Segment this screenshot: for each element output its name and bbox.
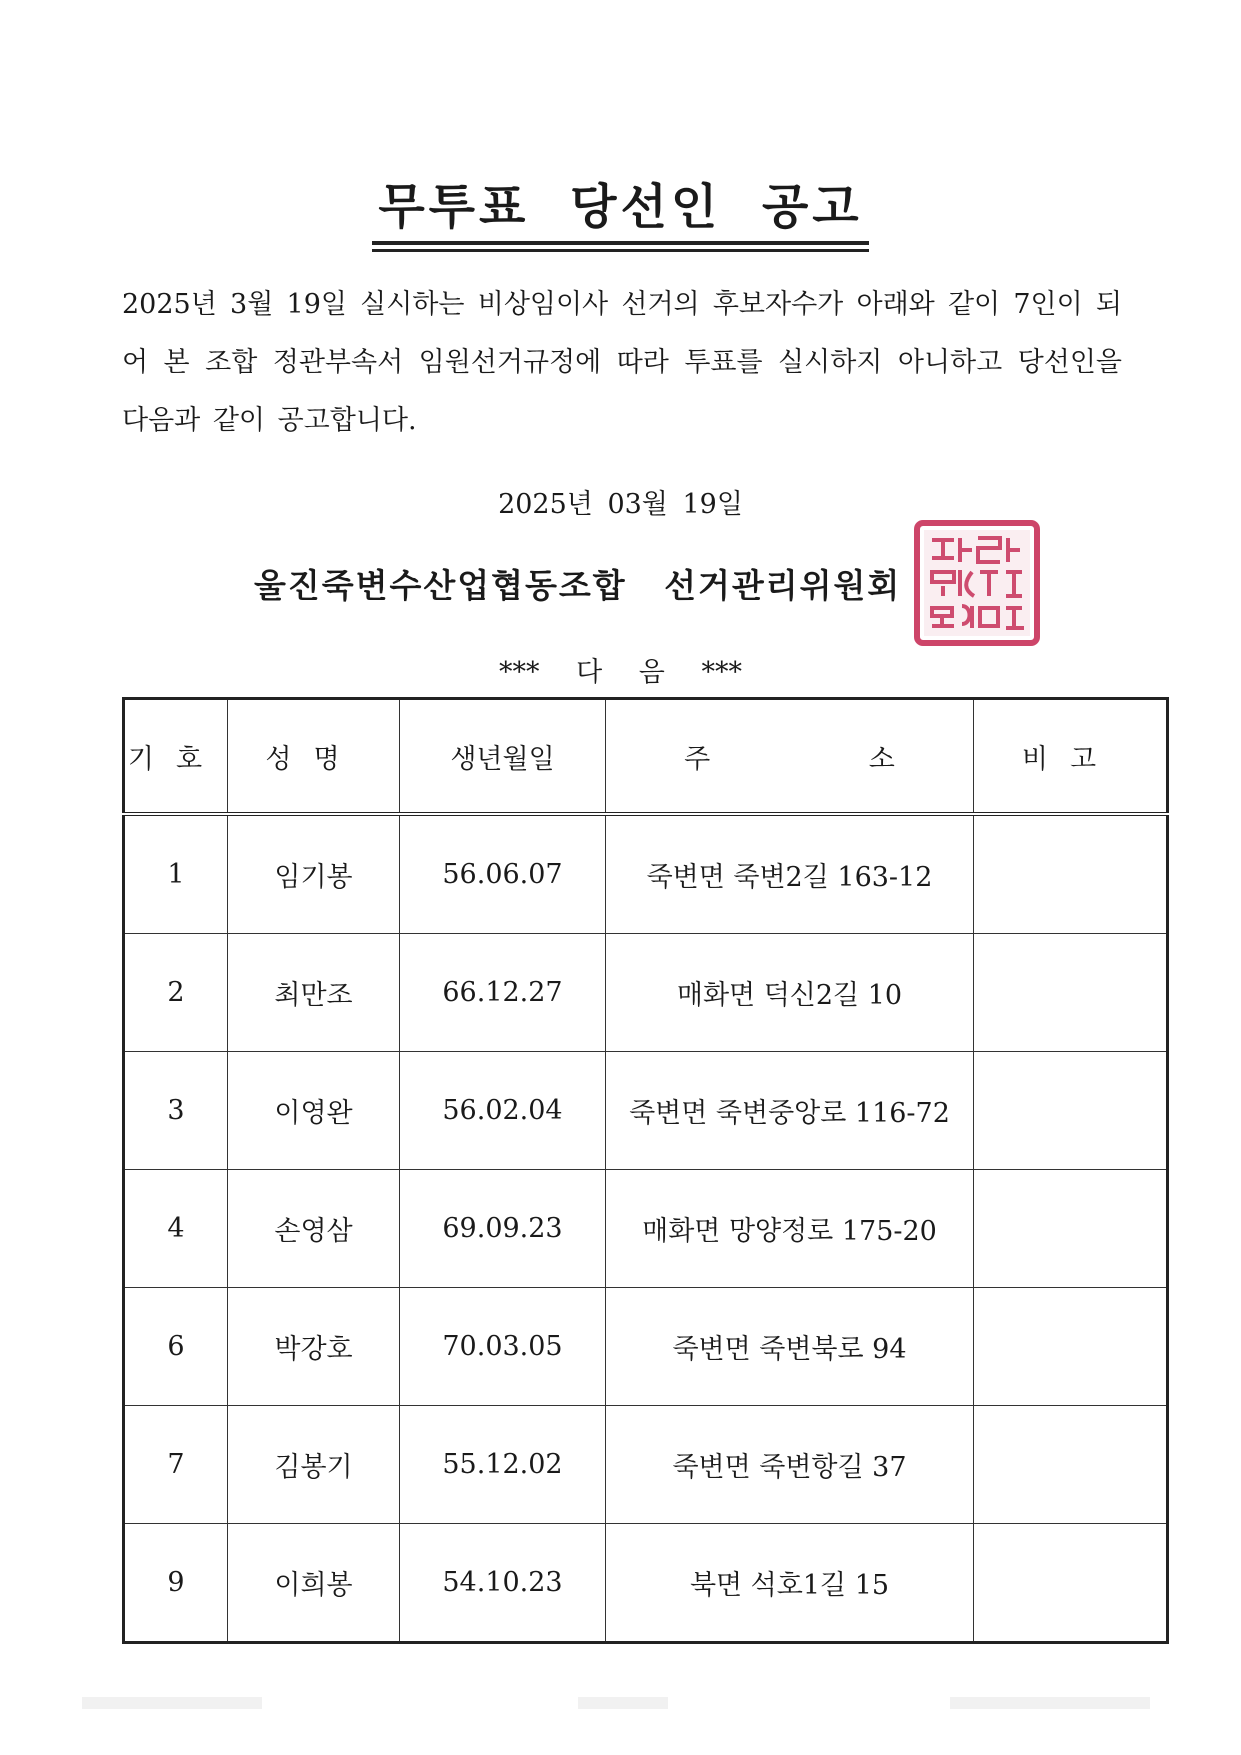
candidate-address: 매화면 덕신2길 10 (606, 934, 974, 1052)
candidate-address: 죽변면 죽변항길 37 (606, 1406, 974, 1524)
candidate-name: 최만조 (228, 934, 400, 1052)
candidate-name: 박강호 (228, 1288, 400, 1406)
candidate-address: 죽변면 죽변2길 163-12 (606, 814, 974, 934)
table-row (124, 1052, 1168, 1170)
official-seal-stamp (914, 520, 1040, 646)
scan-footer (0, 1693, 1241, 1713)
candidate-birthdate: 56.06.07 (400, 814, 606, 934)
table-row (124, 814, 1168, 934)
candidate-address: 북면 석호1길 15 (606, 1524, 974, 1643)
candidate-number: 2 (124, 934, 228, 1052)
scan-timestamp-mark (950, 1697, 1150, 1709)
header-name: 성명 (228, 699, 400, 815)
candidate-note (974, 1524, 1168, 1643)
elected-candidates-table (122, 697, 1169, 1644)
candidate-note (974, 1052, 1168, 1170)
list-heading: *** 다 음 *** (499, 657, 742, 688)
candidate-number: 1 (124, 814, 228, 934)
header-note: 비고 (974, 699, 1168, 815)
candidate-birthdate: 66.12.27 (400, 934, 606, 1052)
candidate-birthdate: 55.12.02 (400, 1406, 606, 1524)
candidate-name: 손영삼 (228, 1170, 400, 1288)
organization-name: 울진죽변수산업협동조합 선거관리위원회 (254, 566, 902, 605)
candidate-note (974, 1406, 1168, 1524)
candidate-number: 7 (124, 1406, 228, 1524)
candidate-note (974, 1288, 1168, 1406)
table-header-row (124, 699, 1168, 815)
candidate-note (974, 934, 1168, 1052)
candidate-birthdate: 54.10.23 (400, 1524, 606, 1643)
candidate-name: 임기봉 (228, 814, 400, 934)
candidate-address: 죽변면 죽변북로 94 (606, 1288, 974, 1406)
candidate-birthdate: 69.09.23 (400, 1170, 606, 1288)
document-title: 무투표 당선인 공고 (372, 168, 868, 245)
candidate-number: 3 (124, 1052, 228, 1170)
announcement-body: 2025년 3월 19일 실시하는 비상임이사 선거의 후보자수가 아래와 같이 7인이 되어 본 조합 정관부속서 임원선거규정에 따라 투표를 실시하지 아니하고 당선인을 다음과 같이 공고합니다. (122, 289, 1122, 436)
candidate-address: 매화면 망양정로 175-20 (606, 1170, 974, 1288)
table-row (124, 1170, 1168, 1288)
document-title-wrap (0, 168, 1241, 245)
candidate-name: 이영완 (228, 1052, 400, 1170)
candidate-name: 김봉기 (228, 1406, 400, 1524)
candidate-address: 죽변면 죽변중앙로 116-72 (606, 1052, 974, 1170)
candidate-note (974, 1170, 1168, 1288)
table-row (124, 1288, 1168, 1406)
header-number: 기호 (124, 699, 228, 815)
candidate-number: 6 (124, 1288, 228, 1406)
candidate-birthdate: 70.03.05 (400, 1288, 606, 1406)
candidate-note (974, 814, 1168, 934)
header-birthdate: 생년월일 (400, 699, 606, 815)
candidate-number: 4 (124, 1170, 228, 1288)
table-row (124, 934, 1168, 1052)
header-address: 주 소 (606, 699, 974, 815)
announcement-date: 2025년 03월 19일 (498, 489, 743, 520)
candidate-name: 이희봉 (228, 1524, 400, 1643)
table-row (124, 1524, 1168, 1643)
candidate-birthdate: 56.02.04 (400, 1052, 606, 1170)
scan-source-mark (578, 1697, 668, 1709)
candidate-number: 9 (124, 1524, 228, 1643)
table-row (124, 1406, 1168, 1524)
scan-id-mark (82, 1697, 262, 1709)
